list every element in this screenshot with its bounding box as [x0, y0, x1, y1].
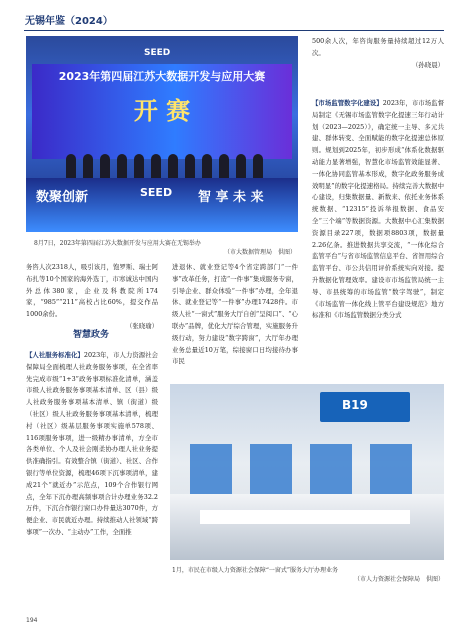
right-column-top — [312, 36, 444, 71]
left-column-body: 2023年，市人力资源社会保障局全面梳理人社政务服务事项，在全省率先完成市级“1+3”政务事项标准化清单，涵盖市级人社政务服务事项基本清单、区（县）级人社政务服务事项基本清单、镇（街道）级（社区）级人社政务服务事项基本清单，梳理村（社区）级基层服务事项实施单578项、116项服务事项，进一级精办事清单，方全市各类单位、个人及社会刚柔协办理人社业务提供准确指引。有效整合镇（街道）、社区、合作银行等单位资源，梳理46项下沉事项清单，建成21个“就近办”示范点，109个合作银行网点，全年下沉办理高频事项合计办理业务32.2万件，下沉合作银行窗口办件量达3070件，方便企业、市民就近办理。持续推动人社领域“跨事项”一次办、“主动办”工作，全面推 — [26, 351, 158, 536]
photo2-caption-text: 1月，市民在市级人力资源社会保障“一窗式”服务大厅办理业务 — [172, 567, 338, 574]
running-header-title: 无锡年鉴（2024） — [25, 16, 113, 27]
right-column-top-text: 500余人次，年咨询服务量持续超过12万人次。 — [312, 37, 444, 57]
left-column-top — [26, 262, 158, 333]
page-number: 194 — [26, 617, 38, 624]
floor-text-mid: SEED — [140, 186, 173, 199]
stage-logo: SEED — [144, 48, 171, 58]
right-column-body: 2023年，市市场监督局制定《无锡市场监管数字化提速三年行动计划（2023—2025）》，确定统一主导、多元共建、群体转变、全面赋能的数字化提速总体原则。规划到2025年，初步形成“体系化数据驱动能力显著增强，智慧化市场监管效能显著、一体化协同监管基本形成，数字化政务服务成效明显”的数字化提速格局。持续完善大数据中心建设，归集数据量、新数来、依托业务体系统数据、“12315”投诉举报数据、食品安全“三个端”等数据资源。大数据中心汇集数据资源目录227项，数据项8803项，数据量2.26亿条。推进数据共享交流，“一体化综合监管平台”与省市场监管信息平台、省智用综合监管平台、市公共信用评价系统实向对接。提升数据化管理效率。建设市市场监管局统一主导、市县统筹的市场监管“数字驾驶”，制定《市场监管一体化线上管平台建设规范》地方标准和《市场监管数据分类分式 — [312, 99, 444, 320]
photo1-caption-text: 8月7日，2023年第四届江苏大数据开发与应用大赛在无锡举办 — [34, 240, 201, 247]
photo1-caption — [34, 239, 296, 257]
service-booth — [310, 444, 352, 494]
left-column-top-text: 务咨人次2318人，吸引该月，饱罗斯、瑞士阿布扎等10个国家的海外选丁，市寒诚达中国内外总体380家，企业及科教院所174家，“985”“211”高校占比60%，提交作品1000余份。 — [26, 263, 158, 319]
photo2-caption-source: （市人力资源社会保障局 供图） — [353, 576, 444, 583]
floor-text-right: 智 享 未 来 — [198, 190, 264, 205]
right-column — [312, 98, 444, 380]
left-column-heading: 【人社服务标准化】 — [26, 351, 84, 359]
service-booth — [190, 444, 232, 494]
floor-text-left: 数聚创新 — [36, 190, 89, 205]
service-booth — [370, 444, 412, 494]
left-column-bottom — [26, 350, 158, 608]
service-desk — [200, 510, 410, 524]
service-booth — [250, 444, 292, 494]
service-counter — [170, 494, 444, 560]
section-title: 智慧政务 — [72, 330, 109, 340]
event-photo — [26, 36, 298, 232]
middle-column — [172, 262, 298, 380]
stage-headline: 开 赛 — [133, 97, 191, 125]
right-column-top-source: （孙晓晨） — [412, 60, 444, 69]
left-column-top-source: （张晓瑜） — [126, 321, 158, 330]
hall-sign-text: B19 — [342, 398, 368, 412]
photo1-caption-source: （市大数据管理局 供图） — [223, 249, 296, 256]
stage-banner: 2023年第四届江苏大数据开发与应用大赛 — [58, 70, 266, 83]
middle-column-text: 进退休、就业登记等4个省定跨部门“一件事”改革任务，打造“一件事”集成服务专窗，引导企业、群众体验“一件事”办理，全年退休、就业登记等“一件事”办理17428件。市级人社“一窗式”服务大厅自创“呈阅口”、“心联办”品牌，优化大厅综合管理，实施服务升级行动，努力建设“数字跨窗”，大厅年办理业务总量近10万笔，综接窗口日均接待办事市民 — [172, 263, 298, 366]
photo2-caption — [172, 566, 444, 584]
right-column-heading: 【市场监管数字化建设】 — [312, 99, 383, 107]
service-hall-photo — [170, 384, 444, 560]
header-rule — [24, 30, 444, 31]
